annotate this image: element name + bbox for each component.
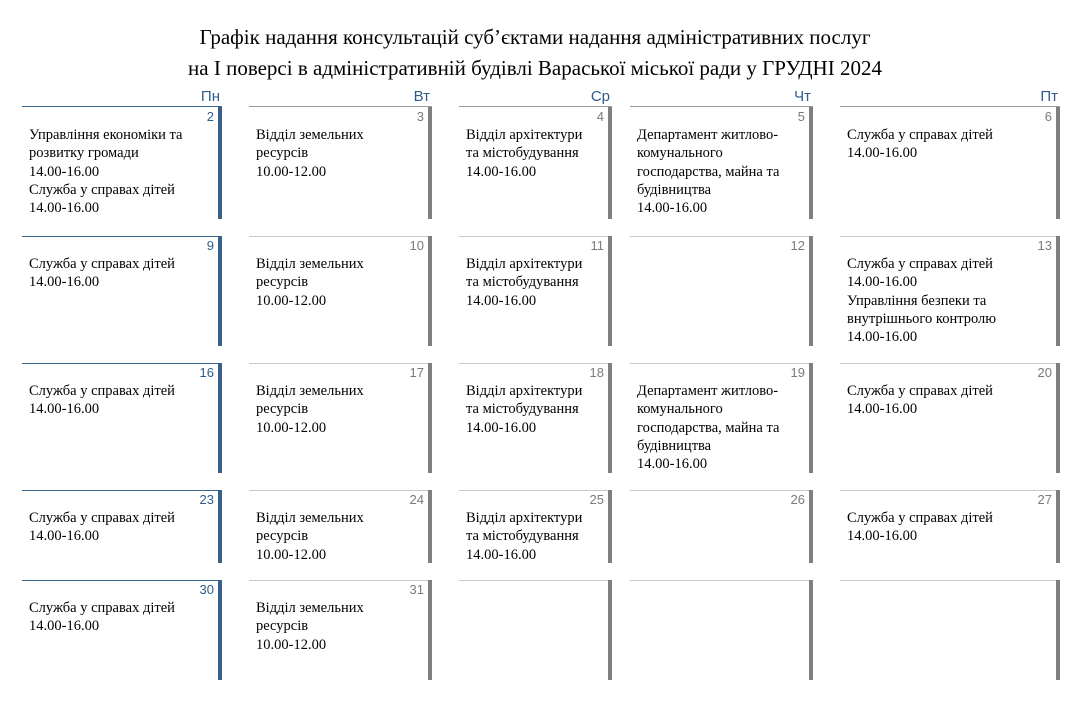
consultation-text-line: ресурсів (256, 528, 309, 545)
day-number: 5 (797, 109, 805, 124)
consultation-text-line: Служба у справах дітей (29, 600, 175, 616)
consultation-entry (637, 382, 803, 473)
cell-top-border (22, 363, 222, 364)
consultation-text-line: Відділ архітектури (466, 256, 583, 272)
cell-top-border (630, 490, 813, 491)
calendar-day-cell (459, 580, 612, 680)
consultation-text-line: 14.00-16.00 (466, 419, 537, 436)
cell-top-border (630, 580, 813, 581)
cell-top-border (840, 580, 1060, 581)
cell-side-bar (428, 490, 432, 563)
calendar-day-cell (840, 580, 1060, 680)
cell-top-border (249, 236, 432, 237)
consultation-text-line: господарства, майна та (637, 419, 780, 436)
consultation-entry (29, 255, 212, 292)
consultation-text-line: Відділ земельних (256, 600, 364, 616)
cell-top-border (459, 363, 612, 364)
consultation-text-line: Управління безпеки та (847, 292, 987, 309)
cell-side-bar (428, 580, 432, 680)
cell-top-border (249, 363, 432, 364)
day-number: 30 (199, 582, 214, 597)
consultation-entry (637, 126, 803, 217)
consultation-text-line: комунального (637, 401, 723, 418)
consultation-entry (466, 255, 602, 310)
day-number: 27 (1037, 492, 1052, 507)
consultation-text-line: Служба у справах дітей (29, 256, 175, 272)
cell-top-border (459, 490, 612, 491)
day-number: 23 (199, 492, 214, 507)
consultation-entry (256, 382, 422, 437)
cell-side-bar (608, 363, 612, 473)
calendar-day-cell (22, 490, 222, 563)
calendar-day-cell (840, 236, 1060, 346)
consultation-text-line: 14.00-16.00 (466, 292, 537, 309)
consultation-text-line: 10.00-12.00 (256, 163, 327, 180)
cell-side-bar (218, 363, 222, 473)
consultation-entry (256, 126, 422, 181)
consultation-text-line: 14.00-16.00 (847, 274, 918, 291)
day-number: 2 (206, 109, 214, 124)
day-header-tue: Вт (413, 88, 430, 105)
consultation-entry (29, 599, 212, 636)
cell-top-border (459, 236, 612, 237)
consultation-text-line: 14.00-16.00 (847, 401, 918, 418)
day-number: 24 (409, 492, 424, 507)
calendar-day-cell (249, 107, 432, 219)
consultation-entry (466, 126, 602, 181)
consultation-text-line: ресурсів (256, 274, 309, 291)
cell-top-border (840, 236, 1060, 237)
consultation-text-line: ресурсів (256, 401, 309, 418)
consultation-text-line: Служба у справах дітей (847, 127, 993, 143)
consultation-text-line: 10.00-12.00 (256, 636, 327, 653)
consultation-entry (847, 509, 1050, 546)
cell-side-bar (218, 580, 222, 680)
consultation-text-line: 14.00-16.00 (466, 546, 537, 563)
consultation-entry (847, 255, 1050, 346)
cell-side-bar (608, 580, 612, 680)
consultation-text-line: та містобудування (466, 274, 579, 291)
consultation-text-line: Відділ земельних (256, 127, 364, 143)
cell-side-bar (608, 490, 612, 563)
consultation-text-line: 14.00-16.00 (29, 528, 100, 545)
consultation-text-line: будівництва (637, 437, 712, 454)
calendar-day-cell (630, 580, 813, 680)
calendar-day-cell (22, 363, 222, 473)
consultation-entry (29, 382, 212, 419)
day-number: 11 (590, 238, 604, 253)
calendar-day-cell (630, 236, 813, 346)
day-number: 10 (409, 238, 424, 253)
cell-side-bar (1056, 363, 1060, 473)
consultation-text-line: Служба у справах дітей (847, 383, 993, 399)
cell-side-bar (809, 107, 813, 219)
cell-top-border (22, 490, 222, 491)
cell-top-border (630, 236, 813, 237)
cell-side-bar (608, 236, 612, 346)
consultation-text-line: Відділ земельних (256, 256, 364, 272)
calendar-day-cell (249, 580, 432, 680)
calendar-day-cell (630, 107, 813, 219)
day-number: 16 (199, 365, 214, 380)
cell-side-bar (428, 236, 432, 346)
consultation-text-line: та містобудування (466, 401, 579, 418)
cell-side-bar (218, 236, 222, 346)
calendar-day-cell (840, 363, 1060, 473)
consultation-text-line: та містобудування (466, 528, 579, 545)
consultation-text-line: Служба у справах дітей (29, 181, 175, 198)
consultation-entry (256, 255, 422, 310)
day-header-wed: Ср (590, 88, 610, 105)
day-number: 12 (790, 238, 805, 253)
calendar-day-cell (22, 107, 222, 219)
day-number: 31 (409, 582, 424, 597)
cell-side-bar (1056, 107, 1060, 219)
cell-top-border (22, 236, 222, 237)
consultation-text-line: Відділ архітектури (466, 383, 583, 399)
consultation-text-line: розвитку громади (29, 145, 139, 162)
calendar-day-cell (249, 363, 432, 473)
consultation-text-line: внутрішнього контролю (847, 310, 997, 327)
day-header-mon: Пн (200, 88, 220, 105)
calendar-day-cell (459, 236, 612, 346)
cell-side-bar (809, 490, 813, 563)
cell-side-bar (218, 490, 222, 563)
day-number: 19 (790, 365, 805, 380)
page-title (0, 22, 1070, 84)
consultation-entry (29, 126, 212, 217)
day-number: 17 (409, 365, 424, 380)
cell-top-border (840, 490, 1060, 491)
day-header-fri: Пт (1040, 88, 1058, 105)
day-number: 18 (589, 365, 604, 380)
cell-side-bar (1056, 236, 1060, 346)
consultation-text-line: 14.00-16.00 (637, 456, 708, 473)
consultation-text-line: ресурсів (256, 618, 309, 635)
consultation-text-line: Служба у справах дітей (29, 510, 175, 526)
cell-top-border (22, 580, 222, 581)
calendar-day-cell (459, 107, 612, 219)
consultation-text-line: 14.00-16.00 (637, 200, 708, 217)
consultation-entry (466, 509, 602, 564)
consultation-text-line: Відділ архітектури (466, 127, 583, 143)
consultation-text-line: 10.00-12.00 (256, 292, 327, 309)
consultation-text-line: 10.00-12.00 (256, 546, 327, 563)
cell-side-bar (809, 363, 813, 473)
consultation-text-line: 14.00-16.00 (29, 618, 100, 635)
calendar-day-cell (22, 580, 222, 680)
cell-side-bar (809, 580, 813, 680)
consultation-text-line: Служба у справах дітей (847, 510, 993, 526)
consultation-text-line: 14.00-16.00 (847, 145, 918, 162)
consultation-text-line: та містобудування (466, 145, 579, 162)
cell-side-bar (1056, 580, 1060, 680)
day-number: 13 (1037, 238, 1052, 253)
consultation-text-line: Служба у справах дітей (847, 256, 993, 272)
consultation-text-line: Департамент житлово- (637, 127, 779, 143)
calendar-day-cell (630, 363, 813, 473)
consultation-text-line: Відділ архітектури (466, 510, 583, 526)
consultation-entry (847, 382, 1050, 419)
day-number: 4 (596, 109, 604, 124)
day-number: 20 (1037, 365, 1052, 380)
cell-top-border (249, 580, 432, 581)
consultation-text-line: Департамент житлово- (637, 383, 779, 399)
calendar-day-cell (249, 236, 432, 346)
cell-side-bar (428, 107, 432, 219)
consultation-text-line: Відділ земельних (256, 510, 364, 526)
calendar-day-cell (630, 490, 813, 563)
consultation-entry (847, 126, 1050, 163)
calendar-day-cell (840, 490, 1060, 563)
consultation-entry (256, 599, 422, 654)
cell-side-bar (1056, 490, 1060, 563)
day-number: 6 (1044, 109, 1052, 124)
consultation-text-line: ресурсів (256, 145, 309, 162)
cell-side-bar (428, 363, 432, 473)
cell-side-bar (608, 107, 612, 219)
consultation-text-line: Управління економіки та (29, 127, 183, 143)
consultation-text-line: 14.00-16.00 (466, 163, 537, 180)
consultation-text-line: 14.00-16.00 (847, 528, 918, 545)
consultation-text-line: 14.00-16.00 (29, 163, 100, 180)
consultation-text-line: 14.00-16.00 (847, 329, 918, 346)
consultation-text-line: комунального (637, 145, 723, 162)
consultation-text-line: Відділ земельних (256, 383, 364, 399)
consultation-text-line: Служба у справах дітей (29, 383, 175, 399)
consultation-text-line: будівництва (637, 181, 712, 198)
title-line-1: Графік надання консультацій суб’єктами надання адміністративних послуг (199, 25, 871, 49)
title-line-2: на І поверсі в адміністративній будівлі Вараської міської ради у ГРУДНІ 2024 (188, 56, 882, 80)
cell-top-border (630, 363, 813, 364)
consultation-entry (29, 509, 212, 546)
day-number: 3 (416, 109, 424, 124)
cell-side-bar (218, 107, 222, 219)
calendar-day-cell (459, 490, 612, 563)
consultation-text-line: 14.00-16.00 (29, 401, 100, 418)
consultation-text-line: 10.00-12.00 (256, 419, 327, 436)
calendar-day-cell (840, 107, 1060, 219)
cell-side-bar (809, 236, 813, 346)
consultation-entry (466, 382, 602, 437)
cell-top-border (840, 363, 1060, 364)
consultation-text-line: 14.00-16.00 (29, 274, 100, 291)
calendar-day-cell (249, 490, 432, 563)
consultation-text-line: 14.00-16.00 (29, 200, 100, 217)
cell-top-border (459, 580, 612, 581)
consultation-text-line: господарства, майна та (637, 163, 780, 180)
consultation-entry (256, 509, 422, 564)
day-number: 25 (589, 492, 604, 507)
calendar-day-cell (459, 363, 612, 473)
day-header-thu: Чт (794, 88, 811, 105)
day-number: 26 (790, 492, 805, 507)
calendar-day-cell (22, 236, 222, 346)
cell-top-border (249, 490, 432, 491)
day-number: 9 (206, 238, 214, 253)
